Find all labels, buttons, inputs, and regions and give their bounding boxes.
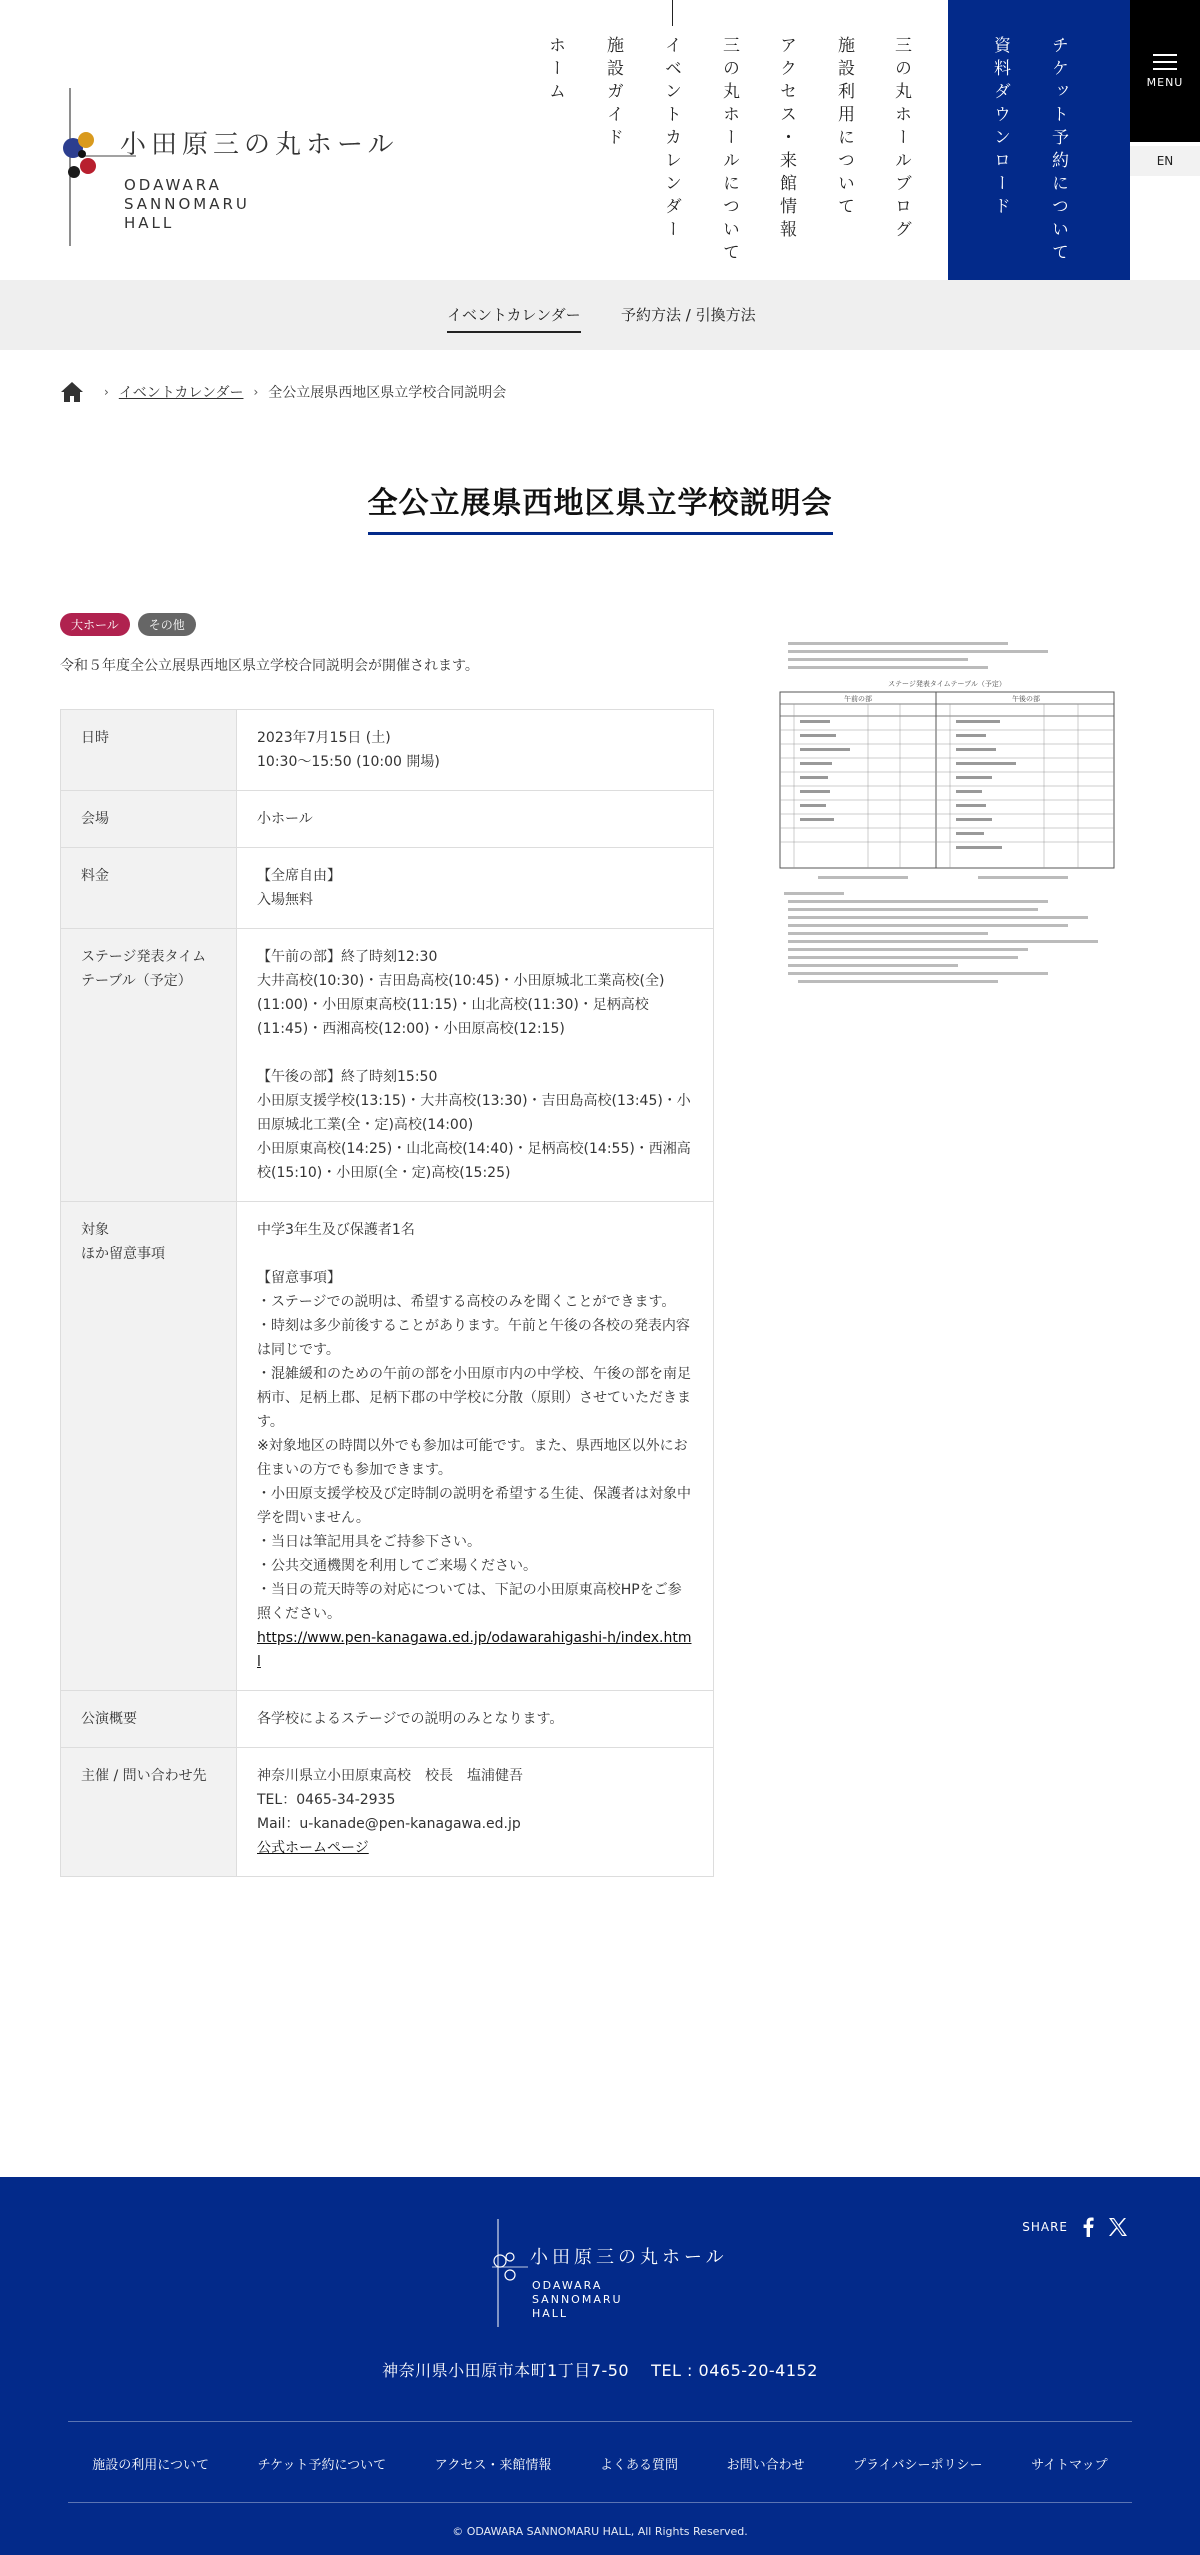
table-row <box>61 1202 714 1691</box>
row-label-date: 日時 <box>61 710 237 791</box>
share-area <box>1022 2217 1128 2237</box>
sub-nav <box>0 280 1200 350</box>
school-homepage-link[interactable]: https://www.pen-kanagawa.ed.jp/odawarahigashi-h/index.html <box>257 1630 692 1670</box>
footer-address: 神奈川県小田原市本町1丁目7-50 TEL : 0465-20-4152 <box>382 2361 818 2380</box>
subnav-reservation-method[interactable]: 予約方法 / 引換方法 <box>621 306 756 324</box>
footer-logo-mark-icon <box>486 2217 530 2329</box>
row-value-overview: 各学校によるステージでの説明のみとなります。 <box>237 1691 714 1748</box>
footer-logo-text-jp: 小田原三の丸ホール <box>530 2247 728 2268</box>
row-value-contact: 神奈川県立小田原東高校 校長 塩浦健吾 TEL：0465-34-2935 Mail：u-kanade@pen-kanagawa.ed.jp 公式ホームページ <box>237 1748 714 1877</box>
row-value-fee: 【全席自由】 入場無料 <box>237 848 714 929</box>
subnav-event-calendar[interactable]: イベントカレンダー <box>447 304 581 333</box>
flyer-pm-heading: 午後の部 <box>1012 695 1040 703</box>
nav-about[interactable]: 三の丸ホールについて <box>719 36 739 266</box>
breadcrumb <box>60 380 506 404</box>
row-value-venue: 小ホール <box>237 791 714 848</box>
footer-link-ticket[interactable]: チケット予約について <box>257 2458 387 2473</box>
breadcrumb-current: 全公立展県西地区県立学校合同説明会 <box>268 385 507 401</box>
row-label-venue: 会場 <box>61 791 237 848</box>
event-intro: 令和５年度全公立展県西地区県立学校合同説明会が開催されます。 <box>60 658 479 674</box>
table-row <box>61 1748 714 1877</box>
tag-other: その他 <box>138 613 196 636</box>
lang-en-button[interactable]: EN <box>1130 146 1200 176</box>
footer-link-privacy[interactable]: プライバシーポリシー <box>853 2458 983 2473</box>
event-details-table <box>60 709 714 1877</box>
share-label: SHARE <box>1022 2220 1068 2234</box>
facebook-icon[interactable] <box>1082 2217 1094 2237</box>
row-label-fee: 料金 <box>61 848 237 929</box>
nav-blog[interactable]: 三の丸ホールブログ <box>891 36 911 243</box>
hamburger-icon <box>1153 54 1177 75</box>
row-label-timetable: ステージ発表タイムテーブル（予定） <box>61 929 237 1202</box>
footer-link-sitemap[interactable]: サイトマップ <box>1031 2458 1108 2473</box>
x-twitter-icon[interactable] <box>1108 2217 1128 2237</box>
menu-button[interactable] <box>1130 0 1200 142</box>
footer-divider <box>68 2421 1132 2422</box>
flyer-table-heading: ステージ発表タイムテーブル（予定） <box>888 680 1006 688</box>
footer-link-contact[interactable]: お問い合わせ <box>726 2458 805 2473</box>
nav-ticket-reservation[interactable]: チケット予約について <box>1048 36 1068 266</box>
event-flyer-image[interactable] <box>778 636 1116 998</box>
nav-download[interactable]: 資料ダウンロード <box>990 36 1010 220</box>
logo-text-jp: 小田原三の丸ホール <box>120 130 399 160</box>
footer-link-faq[interactable]: よくある質問 <box>599 2458 678 2473</box>
menu-label: MENU <box>1146 76 1184 89</box>
official-homepage-link[interactable]: 公式ホームページ <box>257 1840 369 1856</box>
event-tags <box>60 613 196 636</box>
page-title-wrap <box>0 478 1200 535</box>
site-footer <box>0 2177 1200 2555</box>
chevron-right-icon: › <box>104 385 109 399</box>
row-value-target: 中学3年生及び保護者1名 【留意事項】 ・ステージでの説明は、希望する高校のみを聞くことができます。 ・時刻は多少前後することがあります。午前と午後の各校の発表内容は同じです。 ・混雑緩和のための午前の部を小田原市内の中学校、午後の部を南足柄市、足柄上郡、足柄下郡の中学校に分散（原則）させていただきます。 ※対象地区の時間以外でも参加は可能です。また、県西地区以外にお住まいの方でも参加できます。 ・小田原支援学校及び定時制の説明を希望する生徒、保護者は対象中学を問いません。 ・当日は筆記用具をご持参下さい。 ・公共交通機関を利用してご来場ください。 ・当日の荒天時等の対応については、下記の小田原東高校HPをご参照ください。 https://www.pen-kanagawa.ed.jp/odawarahigashi-h/index.html <box>237 1202 714 1691</box>
copyright: © ODAWARA SANNOMARU HALL, All Rights Reserved. <box>452 2525 748 2538</box>
footer-links <box>68 2454 1132 2473</box>
footer-link-access[interactable]: アクセス・来館情報 <box>434 2458 552 2473</box>
nav-access[interactable]: アクセス・来館情報 <box>776 36 796 243</box>
nav-event-calendar[interactable]: イベントカレンダー <box>659 36 684 243</box>
table-row <box>61 791 714 848</box>
table-row <box>61 1691 714 1748</box>
logo-text-en: ODAWARA SANNOMARU HALL <box>124 176 250 232</box>
page-title: 全公立展県西地区県立学校説明会 <box>368 478 833 535</box>
footer-link-facility-use[interactable]: 施設の利用について <box>92 2458 210 2473</box>
footer-logo-text-en: ODAWARA SANNOMARU HALL <box>532 2279 623 2320</box>
flyer-am-heading: 午前の部 <box>844 695 872 703</box>
breadcrumb-event-calendar[interactable]: イベントカレンダー <box>118 385 244 401</box>
row-label-contact: 主催 / 問い合わせ先 <box>61 1748 237 1877</box>
site-logo[interactable] <box>58 78 399 253</box>
row-label-overview: 公演概要 <box>61 1691 237 1748</box>
tag-large-hall: 大ホール <box>60 613 130 636</box>
row-value-date: 2023年7月15日 (土) 10:30〜15:50 (10:00 開場) <box>237 710 714 791</box>
chevron-right-icon: › <box>253 385 259 399</box>
table-row <box>61 848 714 929</box>
table-row <box>61 929 714 1202</box>
nav-home[interactable]: ホーム <box>545 36 565 105</box>
footer-divider <box>68 2502 1132 2503</box>
row-label-target: 対象 ほか留意事項 <box>61 1202 237 1691</box>
ticket-panel <box>948 0 1130 280</box>
home-icon[interactable] <box>60 381 84 403</box>
row-value-timetable: 【午前の部】終了時刻12:30 大井高校(10:30)・吉田島高校(10:45)・小田原城北工業高校(全)(11:00)・小田原東高校(11:15)・山北高校(11:30)・足柄高校(11:45)・西湘高校(12:00)・小田原高校(12:15) 【午後の部】終了時刻15:50 小田原支援学校(13:15)・大井高校(13:30)・吉田島高校(13:45)・小田原城北工業(全・定)高校(14:00) 小田原東高校(14:25)・山北高校(14:40)・足柄高校(14:55)・西湘高校(15:10)・小田原(全・定)高校(15:25) <box>237 929 714 1202</box>
table-row <box>61 710 714 791</box>
nav-facility-use[interactable]: 施設利用について <box>834 36 854 220</box>
nav-facility-guide[interactable]: 施設ガイド <box>603 36 623 151</box>
site-header <box>0 0 1200 280</box>
footer-logo[interactable] <box>486 2217 726 2332</box>
